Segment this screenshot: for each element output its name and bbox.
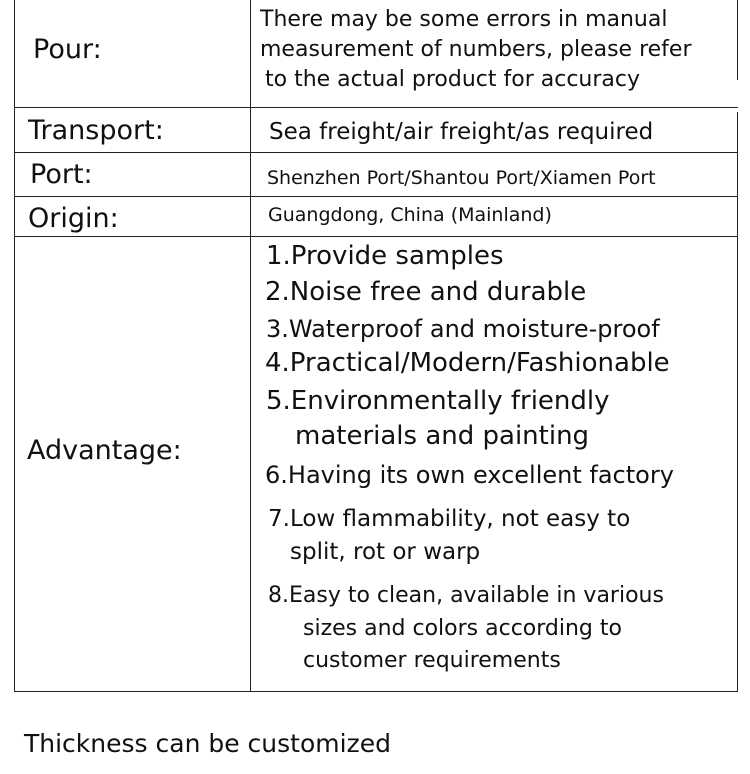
transport-value: Sea freight/air freight/as required [269, 119, 654, 145]
table-column-divider [250, 0, 251, 692]
advantage-item-2: 2.Noise free and durable [265, 277, 587, 307]
advantage-item-8-line-2: sizes and colors according to [303, 616, 622, 641]
advantage-item-6: 6.Having its own excellent factory [265, 461, 674, 489]
row-divider-pour [14, 107, 738, 108]
advantage-label: Advantage: [27, 435, 182, 466]
advantage-item-7-line-1: 7.Low flammability, not easy to [268, 506, 631, 532]
advantage-item-3: 3.Waterproof and moisture-proof [266, 315, 660, 343]
thickness-note: Thickness can be customized [24, 729, 391, 758]
pour-note-line-1: There may be some errors in manual [260, 7, 668, 32]
row-divider-origin [14, 236, 738, 237]
row-divider-port [14, 196, 738, 197]
port-label: Port: [30, 159, 93, 190]
transport-label: Transport: [28, 115, 164, 146]
table-border-right-lower [737, 112, 738, 692]
pour-note-line-2: measurement of numbers, please refer [260, 37, 692, 62]
table-border-right-upper [737, 0, 738, 80]
advantage-item-8-line-3: customer requirements [303, 648, 561, 673]
advantage-item-5-line-2: materials and painting [295, 421, 590, 451]
origin-value: Guangdong, China (Mainland) [268, 204, 552, 226]
pour-label: Pour: [33, 34, 102, 65]
advantage-item-4: 4.Practical/Modern/Fashionable [265, 348, 670, 378]
advantage-item-5-line-1: 5.Environmentally friendly [266, 386, 610, 416]
table-border-left [14, 0, 15, 692]
table-border-bottom [14, 691, 738, 692]
row-divider-transport [14, 152, 738, 153]
advantage-item-7-line-2: split, rot or warp [290, 539, 481, 565]
port-value: Shenzhen Port/Shantou Port/Xiamen Port [267, 167, 656, 189]
advantage-item-8-line-1: 8.Easy to clean, available in various [268, 583, 664, 608]
origin-label: Origin: [28, 203, 119, 234]
pour-note-line-3: to the actual product for accuracy [265, 67, 641, 92]
advantage-item-1: 1.Provide samples [266, 241, 504, 271]
